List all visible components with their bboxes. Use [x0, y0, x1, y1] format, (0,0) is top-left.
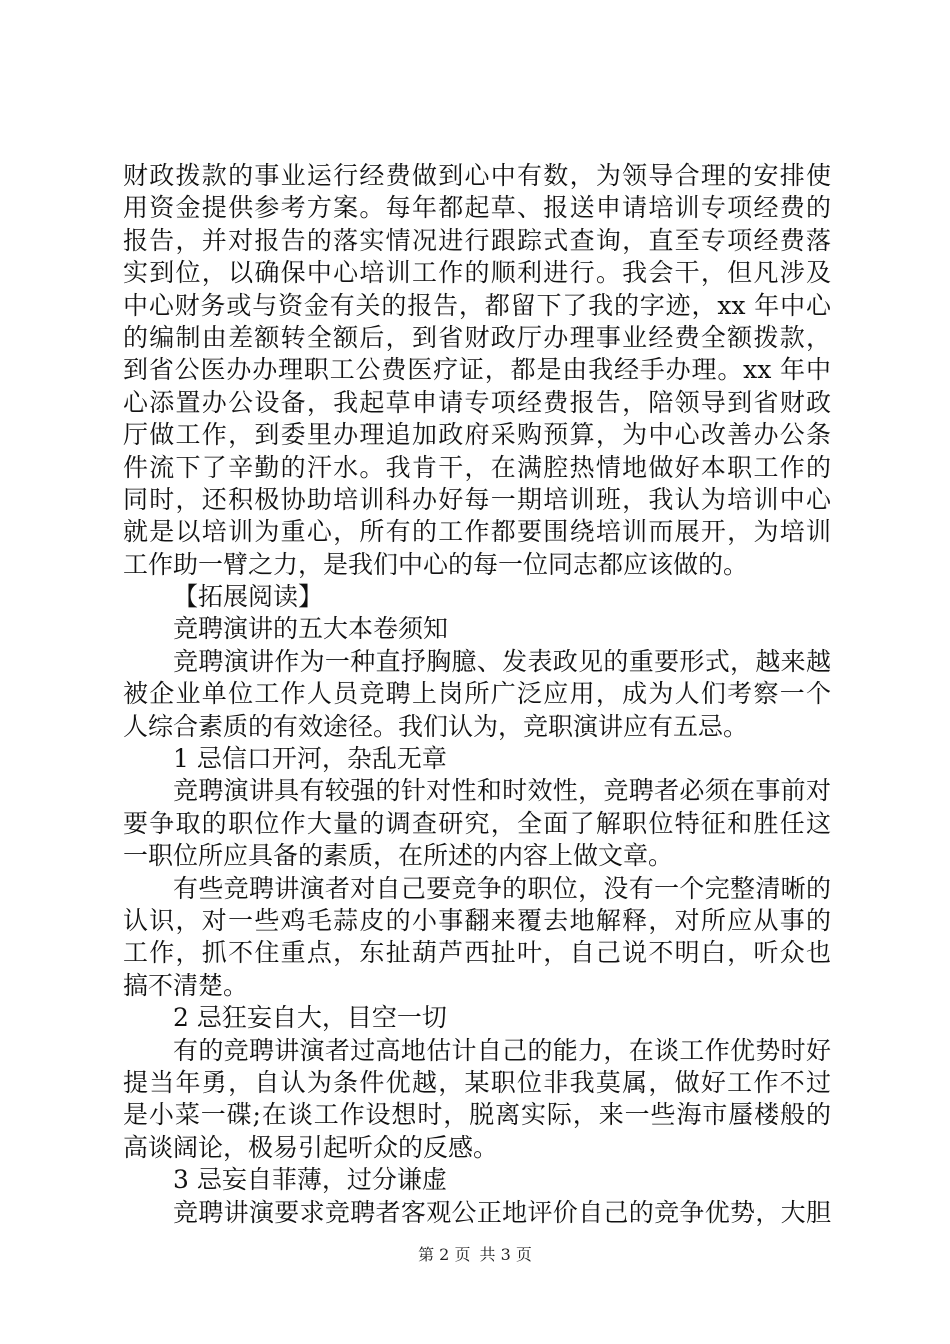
body-line: 心添置办公设备，我起草申请专项经费报告，陪领导到省财政 [123, 387, 831, 417]
body-line: 有些竞聘讲演者对自己要竞争的职位，没有一个完整清晰的 [173, 873, 831, 903]
body-line: 提当年勇，自认为条件优越，某职位非我莫属，做好工作不过 [123, 1067, 831, 1097]
body-line: 实到位，以确保中心培训工作的顺利进行。我会干，但凡涉及 [123, 258, 831, 288]
body-line: 报告，并对报告的落实情况进行跟踪式查询，直至专项经费落 [123, 225, 831, 255]
section-heading: 【拓展阅读】 [173, 582, 324, 612]
body-line: 认识，对一些鸡毛蒜皮的小事翻来覆去地解释，对所应从事的 [123, 905, 831, 935]
body-line: 人综合素质的有效途径。我们认为，竞职演讲应有五忌。 [123, 711, 749, 741]
page-number: 第 2 页 [418, 1245, 471, 1264]
body-line: 件流下了辛勤的汗水。我肯干，在满腔热情地做好本职工作的 [123, 452, 831, 482]
body-line: 搞不清楚。 [123, 970, 249, 1000]
body-line: 竞聘讲演要求竞聘者客观公正地评价自己的竞争优势，大胆 [173, 1197, 831, 1227]
subheading-1: 1 忌信口开河，杂乱无章 [173, 744, 447, 774]
body-line: 被企业单位工作人员竞聘上岗所广泛应用，成为人们考察一个 [123, 679, 831, 709]
page-footer [0, 1245, 950, 1265]
body-line: 工作，抓不住重点，东扯葫芦西扯叶，自己说不明白，听众也 [123, 938, 831, 968]
body-line: 工作助一臂之力，是我们中心的每一位同志都应该做的。 [123, 549, 749, 579]
document-body [123, 160, 831, 1229]
body-line: 要争取的职位作大量的调查研究，全面了解职位特征和胜任这 [123, 808, 831, 838]
body-line: 的编制由差额转全额后，到省财政厅办理事业经费全额拨款， [123, 322, 831, 352]
body-line: 财政拨款的事业运行经费做到心中有数，为领导合理的安排使 [123, 161, 831, 190]
body-line: 竞聘演讲作为一种直抒胸臆、发表政见的重要形式，越来越 [173, 646, 831, 676]
subheading-2: 2 忌狂妄自大，目空一切 [173, 1003, 447, 1033]
body-line: 同时，还积极协助培训科办好每一期培训班，我认为培训中心 [123, 484, 831, 514]
body-line: 竞聘演讲具有较强的针对性和时效性，竞聘者必须在事前对 [173, 776, 831, 806]
subheading-3: 3 忌妄自菲薄，过分谦虚 [173, 1165, 447, 1195]
body-line: 中心财务或与资金有关的报告，都留下了我的字迹，xx 年中心 [123, 290, 831, 320]
body-line: 是小菜一碟;在谈工作设想时，脱离实际，来一些海市蜃楼般的 [123, 1100, 831, 1130]
page-total: 共 3 页 [479, 1245, 532, 1264]
body-line: 厅做工作，到委里办理追加政府采购预算，为中心改善办公条 [123, 420, 831, 450]
body-line: 高谈阔论，极易引起听众的反感。 [123, 1132, 499, 1162]
body-line: 一职位所应具备的素质，在所述的内容上做文章。 [123, 841, 674, 871]
body-line: 到省公医办办理职工公费医疗证，都是由我经手办理。xx 年中 [123, 355, 831, 385]
body-line: 用资金提供参考方案。每年都起草、报送申请培训专项经费的 [123, 193, 831, 223]
body-line: 有的竞聘讲演者过高地估计自己的能力，在谈工作优势时好 [173, 1035, 831, 1065]
body-line: 就是以培训为重心，所有的工作都要围绕培训而展开，为培训 [123, 517, 831, 547]
article-title: 竞聘演讲的五大本卷须知 [173, 614, 449, 644]
